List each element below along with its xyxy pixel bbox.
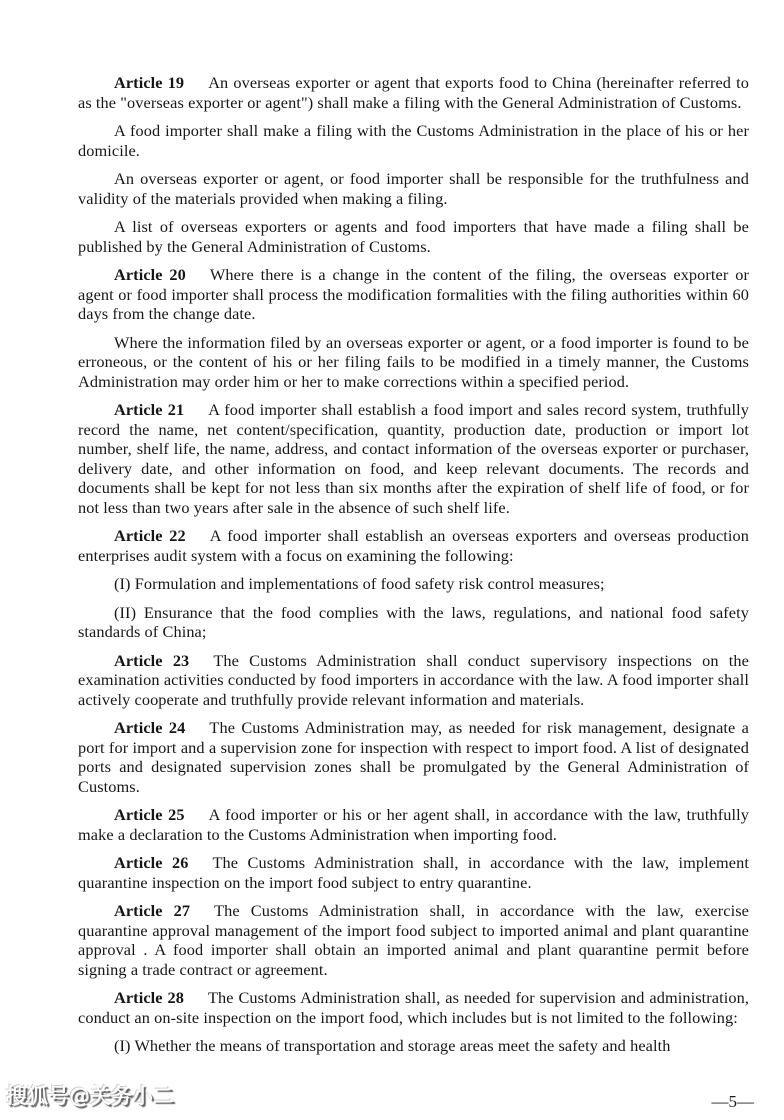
paragraph-text: The Customs Administration shall conduct supervisory inspections on the examination activities conducted by food importers in accordance with the law. A food importer shall actively cooperate and truthfully provide relevant information and materials. [78, 650, 749, 709]
paragraph-article-28 [78, 988, 749, 1027]
paragraph [78, 333, 749, 392]
article-number: Article 19 [114, 73, 185, 92]
paragraph [78, 217, 749, 256]
article-number: Article 24 [114, 718, 186, 737]
paragraph-article-26 [78, 853, 749, 892]
page-number: —5— [711, 1092, 754, 1111]
paragraph [78, 169, 749, 208]
paragraph-text: A food importer shall make a filing with the Customs Administration in the place of his or her domicile. [78, 121, 749, 160]
paragraph-text: Where there is a change in the content of the filing, the overseas exporter or agent or food importer shall process the modification formalities with the filing authorities within 60 days from the change date. [78, 265, 749, 323]
paragraph-article-19 [78, 73, 749, 112]
article-number: Article 23 [114, 650, 190, 670]
paragraph-article-24 [78, 718, 749, 796]
paragraph [78, 121, 749, 160]
paragraph-article-22 [78, 526, 749, 565]
paragraph-text: The Customs Administration may, as needed for risk management, designate a port for import and a supervision zone for inspection with respect to import food. A list of designated ports and designated supervision zones shall be promulgated by the General Administration of Customs. [78, 718, 749, 796]
paragraph-text: The Customs Administration shall, as needed for supervision and administration, conduct an on-site inspection on the import food, which includes but is not limited to the following: [78, 988, 749, 1027]
paragraph-text: The Customs Administration shall, in accordance with the law, exercise quarantine approval management of the import food subject to imported animal and plant quarantine approval . A food importer shall obtain an imported animal and plant quarantine permit before signing a trade contract or agreement. [78, 901, 749, 979]
document-page [78, 73, 749, 1065]
article-number: Article 28 [114, 988, 184, 1007]
paragraph-text: (I) Formulation and implementations of food safety risk control measures; [114, 574, 605, 593]
article-number: Article 20 [114, 265, 186, 284]
paragraph-text: A food importer or his or her agent shall, in accordance with the law, truthfully make a declaration to the Customs Administration when importing food. [78, 805, 749, 844]
article-number: Article 21 [114, 400, 185, 419]
paragraph-article-21 [78, 400, 749, 517]
paragraph-text: A food importer shall establish an overseas exporters and overseas production enterprises audit system with a focus on examining the following: [78, 526, 750, 565]
paragraph-list-item-1 [78, 574, 749, 594]
paragraph-article-20 [78, 265, 749, 324]
paragraph-text: (II) Ensurance that the food complies with the laws, regulations, and national food safety standards of China; [78, 602, 749, 641]
article-number: Article 25 [114, 805, 185, 824]
paragraph-text: (I) Whether the means of transportation and storage areas meet the safety and health [114, 1036, 671, 1055]
paragraph-article-23 [78, 651, 749, 710]
paragraph-text: An overseas exporter or agent that exports food to China (hereinafter referred to as the "overseas exporter or agent") shall make a filing with the General Administration of Customs. [78, 73, 749, 112]
paragraph-article-25 [78, 805, 749, 844]
paragraph-list-item-truncated [78, 1036, 749, 1056]
article-number: Article 27 [114, 901, 191, 920]
article-number: Article 26 [114, 853, 189, 872]
paragraph-text: Where the information filed by an overseas exporter or agent, or a food importer is found to be erroneous, or the content of his or her filing fails to be modified in a timely manner, the Customs Administration may order him or her to make corrections within a specified period. [78, 332, 749, 391]
paragraph-text: A food importer shall establish a food import and sales record system, truthfully record the name, net content/specification, quantity, production date, production or import lot number, shelf life, the name, address, and contact information of the overseas exporter or purchaser, delivery date, and other information on food, and keep relevant documents. The records and documents shall be kept for not less than six months after the expiration of shelf life of food, or for not less than two years after sale in the absence of such shelf life. [78, 400, 749, 517]
paragraph-article-27 [78, 901, 749, 979]
watermark-sohu: 搜狐号@关务小二 [6, 1084, 174, 1108]
paragraph-text: An overseas exporter or agent, or food importer shall be responsible for the truthfulness and validity of the materials provided when making a filing. [78, 169, 749, 208]
paragraph-text: The Customs Administration shall, in accordance with the law, implement quarantine inspection on the import food subject to entry quarantine. [78, 853, 749, 892]
paragraph-list-item-2 [78, 603, 749, 642]
article-number: Article 22 [114, 526, 186, 545]
paragraph-text: A list of overseas exporters or agents and food importers that have made a filing shall be published by the General Administration of Customs. [78, 217, 749, 256]
